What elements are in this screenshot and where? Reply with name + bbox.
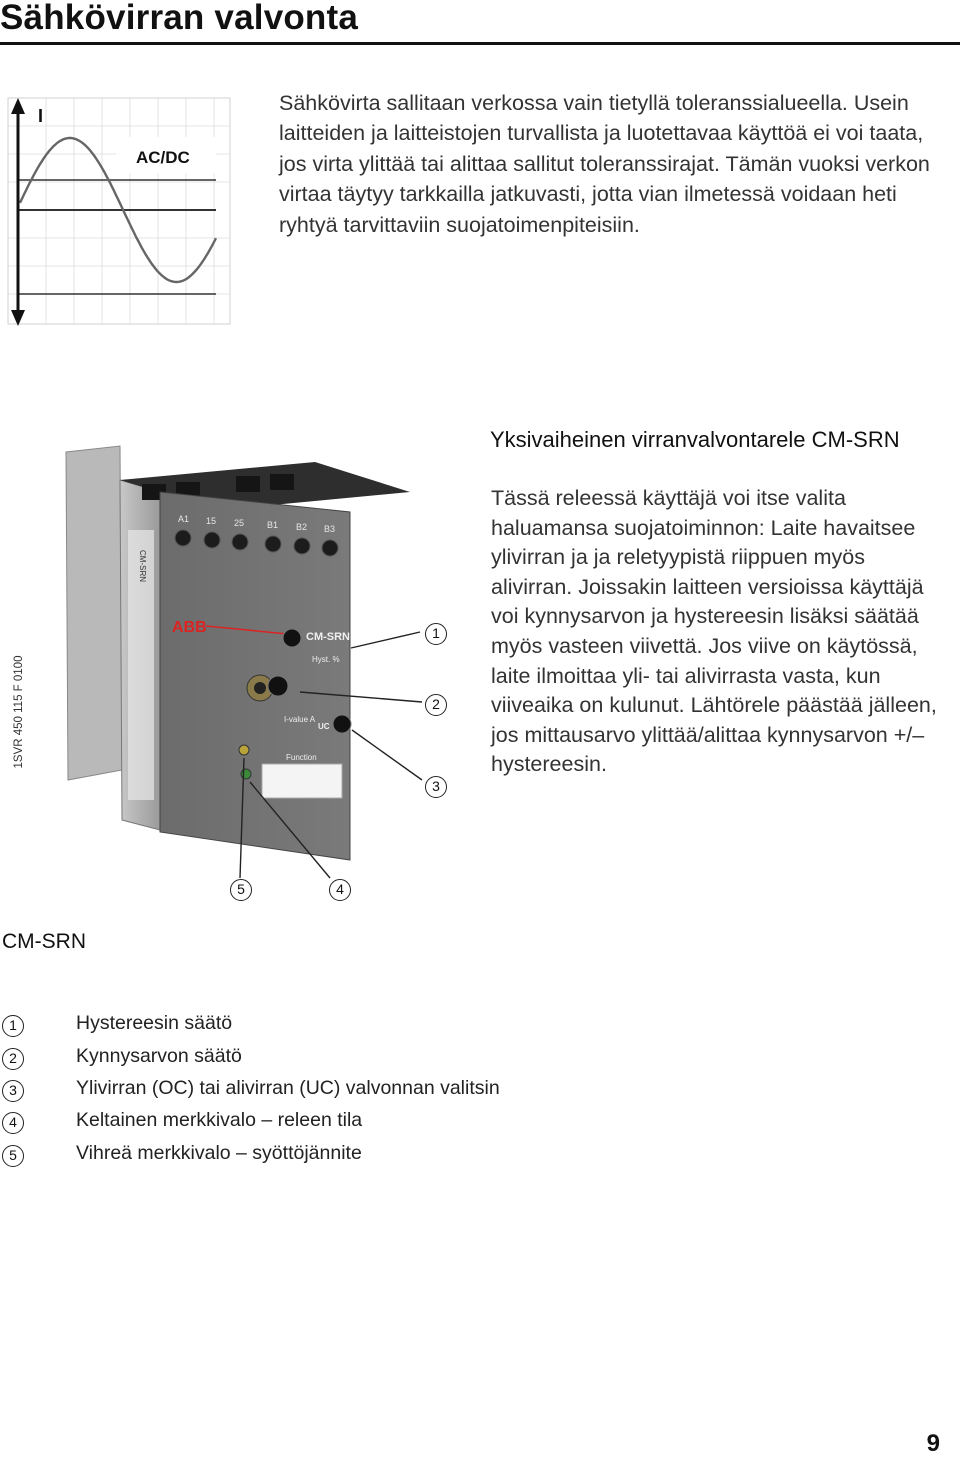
terminal-label: 15	[206, 516, 217, 526]
sine-wave-diagram	[0, 96, 236, 328]
green-led-icon	[241, 769, 251, 779]
hyst-label: Hyst. %	[312, 655, 340, 664]
callout-1: 1	[425, 623, 447, 645]
device-description: Tässä releessä käyttäjä voi itse valita haluamansa suojatoiminnon: Laite havaitsee ylivirran ja ja reletyypistä riippuen myös alivirran. Joissakin laitteen versioissa käyttäjä voi kynnysarvon ja hystereesin lisäksi säätää myös vasteen viivettä. Jos viive on käytössä, laite ilmoittaa yli- tai alivirrasta vasta, kun viiveaika on kulunut. Lähtörele päästää jälleen, jos mittausarvo ylittää/alittaa kynnysarvon +/– hystereesin.	[491, 486, 937, 777]
terminal-label: B2	[296, 522, 308, 532]
ivalue-label: I-value A	[284, 715, 316, 724]
device-heading: Yksivaiheinen virranvalvontarele CM-SRN	[490, 427, 900, 452]
terminal-label: A1	[178, 514, 190, 524]
figure-code: 1SVR 450 115 F 0100	[13, 655, 25, 769]
terminal-label: 25	[234, 518, 245, 528]
legend-number: 5	[2, 1145, 24, 1167]
legend-number: 2	[2, 1048, 24, 1070]
current-axis-label: I	[38, 106, 44, 126]
function-label: Function	[286, 753, 317, 762]
legend-text: Kynnysarvon säätö	[76, 1045, 242, 1067]
title-rule	[0, 42, 960, 45]
callout-3: 3	[425, 776, 447, 798]
mode-selector-knob[interactable]	[333, 715, 351, 733]
page-title: Sähkövirran valvonta	[0, 0, 359, 37]
terminal-label: B1	[267, 520, 279, 530]
legend-text: Ylivirran (OC) tai alivirran (UC) valvonnan valitsin	[76, 1077, 500, 1099]
legend-item	[2, 1109, 602, 1138]
callout-4: 4	[329, 879, 351, 901]
abb-logo: ABB	[172, 619, 207, 636]
legend-text: Vihreä merkkivalo – syöttöjännite	[76, 1142, 362, 1164]
hysteresis-knob[interactable]	[283, 629, 301, 647]
terminal-label: B3	[324, 524, 336, 534]
legend-item	[2, 1142, 602, 1171]
callout-5: 5	[230, 879, 252, 901]
page-number: 9	[926, 1430, 940, 1457]
threshold-knob[interactable]	[268, 676, 288, 696]
legend-number: 3	[2, 1080, 24, 1102]
uc-label: UC	[318, 722, 330, 731]
legend-item	[2, 1045, 602, 1074]
legend-item	[2, 1012, 602, 1041]
legend-text: Hystereesin säätö	[76, 1012, 233, 1034]
model-label: CM-SRN	[306, 631, 350, 643]
side-model-label: CM-SRN	[138, 550, 147, 582]
callout-2: 2	[425, 694, 447, 716]
legend-number: 1	[2, 1015, 24, 1037]
intro-paragraph: Sähkövirta sallitaan verkossa vain tietyllä toleranssialueella. Usein laitteiden ja laitteistojen turvallista ja luotettavaa käyttöä ei voi taata, jos virta ylittää tai alittaa sallitut toleranssirajat. Tämän vuoksi verkon virtaa täytyy tarkkailla jatkuvasti, jotta vian ilmetessä voidaan heti ryhtyä tarvittaviin suojatoimenpiteisiin.	[279, 91, 930, 237]
relay-device-illustration	[60, 440, 480, 900]
yellow-led-icon	[239, 745, 249, 755]
legend-title: CM-SRN	[2, 930, 86, 953]
acdc-badge: AC/DC	[136, 148, 190, 167]
legend-item	[2, 1077, 602, 1106]
legend-number: 4	[2, 1112, 24, 1134]
legend-text: Keltainen merkkivalo – releen tila	[76, 1109, 363, 1131]
